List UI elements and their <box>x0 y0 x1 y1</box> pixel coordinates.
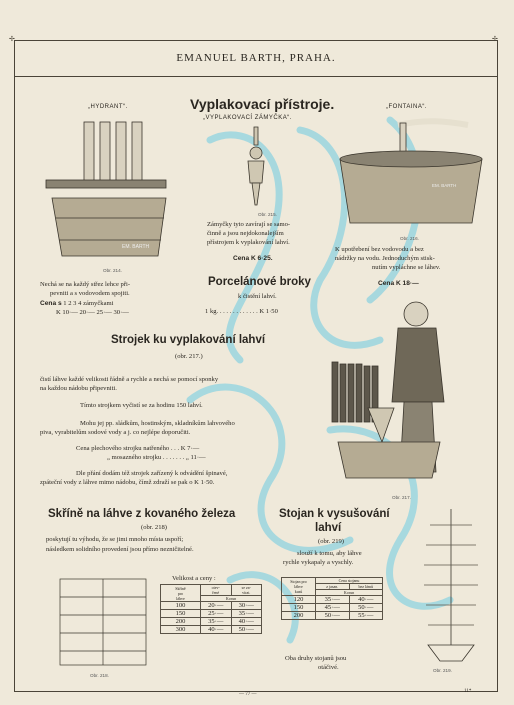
stojan-col1-line-1: Stojan pro <box>290 579 307 584</box>
stojan-row-2-b: 50·— <box>349 604 383 612</box>
hydrant-price-label: Cena s <box>40 300 62 307</box>
strojek-illustration <box>328 292 478 482</box>
stojan-row-2-n: 150 <box>282 604 316 612</box>
stojan-figure-caption: Obr. 219. <box>433 668 452 673</box>
stojan-row-1-b: 40·— <box>349 596 383 604</box>
section-title: Vyplakovací přístroje. <box>190 96 335 112</box>
skrine-row-1-n: 100 <box>161 602 201 610</box>
zamycka-text-3: přístrojem k vyplakování lahví. <box>207 239 290 246</box>
hydrant-figure-caption: Obr. 214. <box>103 268 122 273</box>
skrine-row-2-b: 35·— <box>231 610 262 618</box>
strojek-title: Strojek ku vyplakování lahví <box>111 334 266 346</box>
svg-text:EM. BARTH: EM. BARTH <box>432 183 457 188</box>
skrine-row-2-n: 150 <box>161 610 201 618</box>
broky-price-line: 1 kg. . . . . . . . . . . . . K 1·50 <box>205 308 278 315</box>
skrine-col3-line-2: vírat. <box>242 590 251 595</box>
corner-ornament-tl: ✢ <box>9 35 15 43</box>
broky-title: Porcelánové broky <box>208 276 311 288</box>
corner-ornament-tr: ✢ <box>492 35 498 43</box>
skrine-row-4-a: 40·— <box>201 626 232 634</box>
stojan-row-3-a: 50·— <box>316 612 350 620</box>
hydrant-illustration <box>44 118 174 264</box>
hydrant-counts-row <box>40 299 113 308</box>
strojek-text-5: piva, vyrabitelům sodové vody a j. co nejlépe doporučiti. <box>40 429 191 436</box>
zamycka-price: Cena K 6·25. <box>233 255 273 262</box>
stojan-illustration <box>418 505 484 665</box>
stojan-row-3-b: 55·— <box>349 612 383 620</box>
skrine-price-table <box>160 584 262 634</box>
fontaina-figure-caption: Obr. 216. <box>400 236 419 241</box>
stojan-note-1: Oba druhy stojanů jsou <box>285 655 347 662</box>
hydrant-text-1: Nechá se na každý střez lehce při- <box>40 281 131 288</box>
zamycka-figure-caption: Obr. 215. <box>258 212 277 217</box>
stojan-title-1: Stojan k vysušování <box>279 508 390 520</box>
hydrant-counts: 1 2 3 4 zámyčkami <box>63 300 114 307</box>
page-header: EMANUEL BARTH, PRAHA. <box>176 52 336 64</box>
stojan-fig-ref: (obr. 219) <box>318 538 345 545</box>
skrine-col1-line-1: Skříně <box>175 585 186 591</box>
fontaina-text-1: K upotřebení bez vodovodu a bez <box>335 246 424 253</box>
stojan-row-2-a: 45·— <box>316 604 350 612</box>
skrine-col1-line-3: láhve <box>176 595 185 601</box>
skrine-col1-line-2: pro <box>177 590 184 596</box>
skrine-row-1-a: 20·— <box>201 602 232 610</box>
zamycka-illustration <box>240 125 272 211</box>
stojan-row-3-n: 200 <box>282 612 316 620</box>
svg-text:EM. BARTH: EM. BARTH <box>122 244 150 250</box>
stojan-col-head: Cena stojanu <box>316 578 383 584</box>
fontaina-label: „FONTAINA“. <box>386 104 428 110</box>
stojan-price-table <box>281 577 383 620</box>
zamycka-text-2: činně a jsou nejdokonalejším <box>207 230 284 237</box>
strojek-text-4: Mohu jej pp. sládkům, hostinským, skladníkům lahvového <box>80 420 235 427</box>
strojek-text-3: Tímto strojkem vyčistí se za hodinu 150 lahví. <box>80 402 203 409</box>
stojan-unit: Korun <box>316 590 383 596</box>
skrine-row-2-a: 25·— <box>201 610 232 618</box>
header-rule <box>14 76 498 77</box>
skrine-text-1: poskytují tu výhodu, že se jimi mnoho místa uspoří; <box>46 536 184 543</box>
skrine-col2-line-1: otev- <box>211 585 220 590</box>
skrine-illustration <box>54 575 154 670</box>
strojek-price-1: Cena plechového strojku natřeného . . . K 7·— <box>76 445 200 452</box>
skrine-row-1-b: 30·— <box>231 602 262 610</box>
fontaina-price: Cena K 18·— <box>378 280 419 287</box>
skrine-unit: Korun <box>201 596 262 602</box>
stojan-text-2: rychle vykapaly a vyschly. <box>283 559 354 566</box>
zamycka-text-1: Zámyčky tyto zavírají se samo- <box>207 221 291 228</box>
stojan-col1-line-3: kusů <box>294 589 303 594</box>
hydrant-text-2: pevniti a s vodovodem spojiti. <box>50 290 130 297</box>
broky-subtitle: k čistění lahví. <box>238 293 277 300</box>
strojek-price-2: „ mosazného strojku . . . . . . . „ 11·— <box>107 454 206 461</box>
hydrant-prices: K 10·— 20·— 25·— 30·— <box>56 309 129 316</box>
skrine-row-3-n: 200 <box>161 618 201 626</box>
strojek-text-7: zpáteční vody z láhve mimo nádobu, čímž zdraží se pak o K 1·50. <box>40 479 215 486</box>
stojan-note-2: otáčivé. <box>318 664 339 671</box>
skrine-row-3-b: 40·— <box>231 618 262 626</box>
strojek-text-1: čistí láhve každé velikosti řádně a rychle a nechá se pomocí sponky <box>40 376 219 383</box>
stojan-col2: z jasan. <box>316 584 350 590</box>
skrine-row-4-b: 50·— <box>231 626 262 634</box>
strojek-fig-ref: (obr. 217.) <box>175 353 203 360</box>
skrine-fig-ref: (obr. 218) <box>141 524 168 531</box>
strojek-text-2: na každou nádobu připevniti. <box>40 385 117 392</box>
skrine-figure-caption: Obr. 218. <box>90 673 109 678</box>
skrine-col3-line-1: se za- <box>241 585 251 590</box>
hydrant-label: „HYDRANT“. <box>88 104 128 110</box>
skrine-table-title: Velikost a ceny : <box>172 575 216 582</box>
fontaina-text-3: nutím vypláchne se láhev. <box>372 264 441 271</box>
fontaina-text-2: nádržky na vodu. Jednoduchým stisk- <box>335 255 435 262</box>
strojek-text-6: Dle přání dodám též strojek zařízený k odvádění špinavé, <box>76 470 228 477</box>
section-subtitle: „VYPLAKOVACÍ ZÁMYČKA“. <box>203 115 292 121</box>
stojan-col1-line-2: láhve <box>294 584 303 589</box>
signature-mark: 11* <box>464 689 472 694</box>
skrine-col2-line-2: řené <box>212 590 220 595</box>
skrine-row-4-n: 300 <box>161 626 201 634</box>
fontaina-illustration <box>336 115 486 235</box>
skrine-row-3-a: 35·— <box>201 618 232 626</box>
strojek-figure-caption: Obr. 217. <box>392 495 411 500</box>
skrine-title: Skříně na láhve z kovaného železa <box>48 508 236 520</box>
skrine-text-2: následkem solidního provedení jsou přímo nezničitelné. <box>46 546 194 553</box>
stojan-row-1-n: 120 <box>282 596 316 604</box>
stojan-col3: bez lámů <box>349 584 383 590</box>
stojan-title-2: lahví <box>315 522 342 534</box>
stojan-text-1: slouží k tomu, aby láhve <box>297 550 362 557</box>
page-number: — 77 — <box>239 692 257 697</box>
stojan-row-1-a: 35·— <box>316 596 350 604</box>
